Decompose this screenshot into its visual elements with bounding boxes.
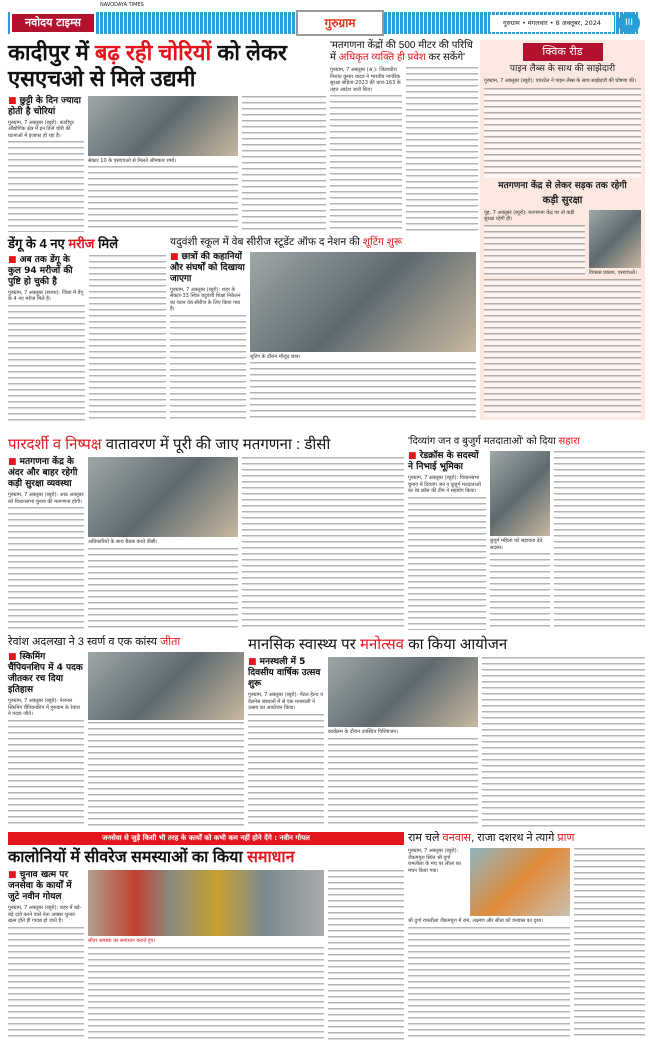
counting-dateline: गुरुग्राम, 7 अक्तूबर (ब्यूरो): आठ अक्तूबर को विधानसभा चुनाव की मतगणना होगी। [8,492,84,505]
article-body-text [482,657,645,828]
manotsav-story [248,636,645,828]
article-body-text [484,225,585,277]
sewerage-photo [88,870,324,936]
article-body-text [328,870,404,1040]
quick-read-item1-title: पाइन लैब्स के साथ की साझेदारी [509,64,616,74]
divyang-subhead: ■ रेडक्रॉस के सदस्यों ने निभाई भूमिका [408,451,486,473]
lead-photo [88,96,238,156]
ram-story [408,832,645,1040]
manotsav-headline: मानसिक स्वास्थ्य पर मनोत्सव का किया आयोजन [248,636,508,653]
article-body-text [408,497,486,631]
sho-caption: विकास प्रकाश, एसएचओ। [589,269,637,276]
manotsav-dateline: गुरुग्राम, 7 अक्तूबर (ब्यूरो): मेंटल हेल्थ व वेलनेस संस्थानों में से एक मनस्थली ने उत्सव का आयोजन किया। [248,692,323,711]
article-body-text [89,255,166,422]
ram-caption: श्री दुर्गा रामलीला जैकमपुरा में राम, लक्ष्मण और सीता को वनवास का दृश्य। [408,918,544,925]
section-label: गुरुग्राम [296,10,384,36]
counting-headline: पारदर्शी व निष्पक्ष वातावरण में पूरी की जाए मतगणना : डीसी [8,436,331,453]
sewerage-dateline: गुरुग्राम, 7 अक्तूबर (ब्यूरो): शहर में बड़े-बड़े दावे करने वाले नेता अक्सर चुनाव खत्म होते ही गायब हो जाते हैं। [8,905,82,925]
manotsav-caption: कार्यक्रम के दौरान उपस्थित विशिष्टजन। [328,729,398,735]
sewerage-banner: जनसेवा से जुड़े किसी भी तरह के कार्यों को कभी कम नहीं होने देंगे : नवीन गोयल [8,832,404,845]
quick-read-item2-text: नूंह, 7 अक्तूबर (ब्यूरो): मतगणना केंद्र पर तो कड़ी सुरक्षा रहेगी ही। [484,209,575,222]
sewerage-subhead: ■ चुनाव खत्म पर जनसेवा के कार्यों में जुटे नवीन गोयल [8,870,84,903]
newspaper-logo: नवोदय टाइम्स [10,12,96,34]
lead-caption: सेक्टर 10 के एसएचओ से मिलते औमकार शर्मा। [88,157,176,164]
article-body-text [88,548,238,631]
school-caption: शूटिंग के दौरान मौजूद छात्र। [250,353,301,360]
counting-subhead: ■ मतगणना केंद्र के अंदर और बाहर रहेगी कड़ी सुरक्षा व्यवस्था [8,457,84,490]
sewerage-story [8,832,404,1040]
sewerage-headline: कालोनियों में सीवरेज समस्याओं का किया समाधान [8,849,295,866]
school-dateline: गुरुग्राम, 7 अक्तूबर (ब्यूरो): शहर के सेक्टर-33 स्थित यदुवंशी शिक्षा निकेतन का चयन वेब सीरीज के लिए किया गया है। [170,286,241,313]
revansh-subhead: ■ स्किमिंग चैंपियनशिप में 4 पदक जीतकर रच दिया इतिहास [8,652,84,696]
revansh-story [8,636,244,828]
article-body-text [242,457,404,630]
quote-dateline: गुरुग्राम, 7 अक्तूबर (अ.): जिलाधीश निशांत कुमार यादव ने भारतीय नागरिक सुरक्षा संहिता-2023 की धारा-163 के तहत आदेश जारी किए। [330,67,401,93]
lead-dateline: गुरुग्राम, 7 अक्तूबर (ब्यूरो): कादीपुर औद्योगिक क्षेत्र में इन दिनों चोरी की घटनाओं में इजाफा हो रहा है। [8,119,74,139]
logo-small: NAVODAYA TIMES [100,2,144,8]
dengue-subhead: ■ अब तक डेंगू के कुल 94 मरीजों की पुष्टि हो चुकी है [8,255,85,288]
divyang-dateline: गुरुग्राम, 7 अक्तूबर (ब्यूरो): विधानसभा चुनाव में दिव्यांग जन व बुजुर्ग मतदाताओं का रेड क्रॉस की टीम ने सहयोग किया। [408,475,481,494]
quote-headline: 'मतगणना केंद्रों की 500 मीटर की परिधि में अधिकृत व्यक्ति ही प्रवेश कर सकेंगे' [330,40,473,63]
article-body-text [330,95,402,232]
revansh-headline: रेवांश अदलखा ने 3 स्वर्ण व एक कांस्य जीता [8,636,181,648]
revansh-photo [88,652,244,720]
quick-read-item2-title2: कड़ी सुरक्षा [542,194,583,206]
counting-story [8,436,404,630]
quick-read-title: क्विक रीड [523,43,603,61]
article-body-text [88,166,238,232]
article-body-text [484,88,641,178]
lead-headline: कादीपुर में बढ़ रही चोरियों को लेकर एसएचओ से मिले उद्यमी [8,40,287,92]
article-body-text [88,722,244,828]
article-body-text [8,720,84,828]
quick-read-item1-text: गुरुग्राम, 7 अक्तूबर (ब्यूरो): एयरटेल ने पाइन लैब्स के साथ साझेदारी की घोषणा की। [484,78,637,84]
divyang-story [408,436,645,630]
article-body-text [8,141,84,232]
dengue-story [8,236,166,422]
article-body-text [574,848,645,1040]
article-body-text [408,927,570,1040]
school-photo [250,252,476,352]
article-body-text [88,947,324,1040]
manotsav-subhead: ■ मनस्थली में 5 दिवसीय वार्षिक उत्सव शुरू [248,657,324,690]
article-body-text [406,67,478,232]
revansh-dateline: गुरुग्राम, 7 अक्तूबर (ब्यूरो): नेशनल स्किमिंग चैंपियनशिप में गुरुग्राम के रेवांश ने पदक जीते। [8,698,80,718]
divyang-caption: बुजुर्ग महिला को सहायता देते सदस्य। [490,538,543,551]
quick-read-panel [480,40,645,420]
counting-caption: अधिकारियों के साथ बैठक करते डीसी। [88,539,158,545]
school-story [170,236,476,422]
article-body-text [484,279,641,417]
ram-dateline: गुरुग्राम, 7 अक्तूबर (ब्यूरो): जैकमपुरा स्थित श्री दुर्गा रामलीला के मंच पर लीला का मंचन किया गया। [408,848,462,874]
quote-story [330,40,478,232]
divyang-headline: 'दिव्यांग जन व बुजुर्ग मतदाताओं' को दिया सहारा [408,436,580,447]
article-body-text [250,362,476,422]
dengue-dateline: गुरुग्राम, 7 अक्तूबर (संजय): जिला में डेंगू के 4 नए मरीज मिले हैं। [8,289,84,303]
school-subhead: ■ छात्रों की कहानियों और संघर्षों को दिखाया जाएगा [170,252,246,285]
article-body-text [8,927,84,1040]
article-body-text [8,305,85,422]
manotsav-photo [328,657,478,727]
article-body-text [8,507,84,630]
lead-subhead: ■ छुट्टी के दिन ज्यादा होती है चोरियां [8,96,84,118]
article-body-text [490,553,550,630]
divyang-photo [490,451,550,536]
school-headline: यदुवंशी स्कूल में वेब सीरीज स्टूडेंट ऑफ द नेशन की शूटिंग शुरू [170,236,403,248]
lead-story [8,40,326,232]
article-body-text [170,315,246,422]
article-body-text [328,738,478,829]
ram-headline: राम चले वनवास, राजा दशरथ ने त्यागे प्राण [408,832,575,844]
issue-date: गुरुग्राम • मंगलवार • 8 अक्तूबर, 2024 [490,15,614,32]
article-body-text [242,96,326,232]
counting-photo [88,457,238,537]
sho-photo [589,210,641,268]
dengue-headline: डेंगू के 4 नए मरीज मिले [8,236,119,251]
quick-read-item2-title: मतगणना केंद्र से लेकर सड़क तक रहेगी [498,180,627,191]
article-body-text [554,451,645,630]
sewerage-caption: सीवर समस्या का समाधान कराते हुए। [88,938,156,945]
ramleela-photo [470,848,570,916]
page-number: III [618,12,640,34]
article-body-text [248,714,324,829]
